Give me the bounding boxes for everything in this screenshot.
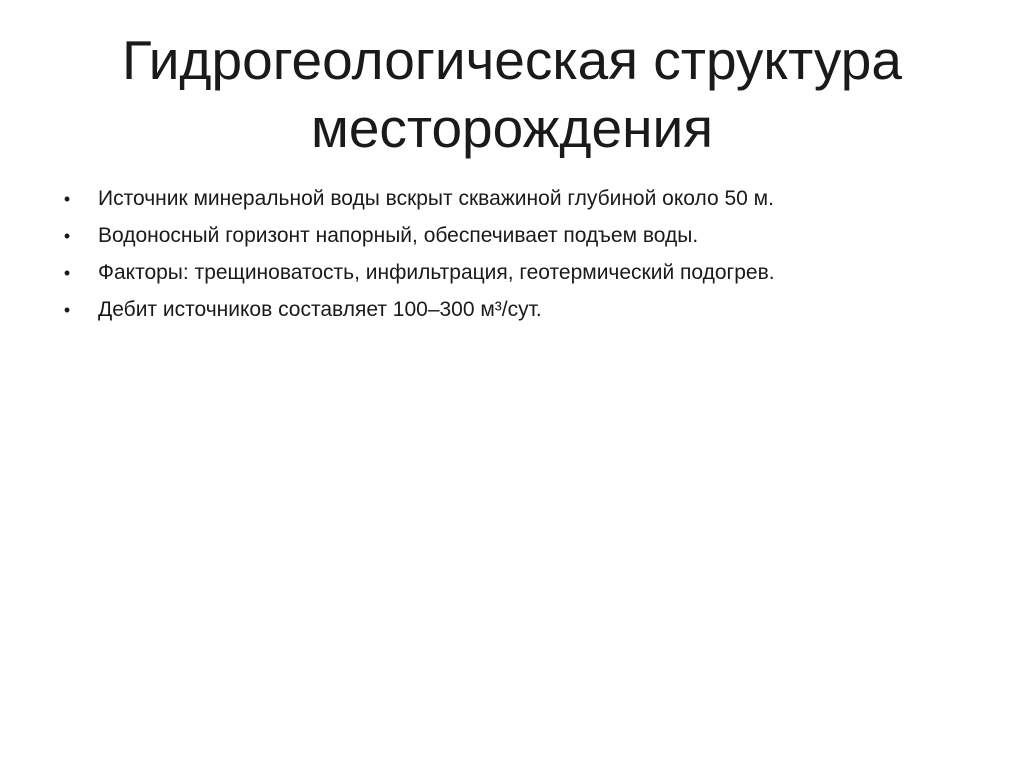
bullet-item	[56, 292, 968, 329]
bullet-text: Источник минеральной воды вскрыт скважиной глубиной около 50 м.	[98, 187, 774, 210]
bullet-text: Факторы: трещиноватость, инфильтрация, геотермический подогрев.	[98, 261, 775, 284]
bullet-icon: •	[63, 189, 71, 209]
bullet-item	[56, 255, 968, 292]
slide-title-line-1: Гидрогеологическая структура	[122, 29, 902, 91]
bullet-icon: •	[63, 226, 71, 246]
bullet-icon: •	[63, 300, 71, 320]
slide-title-line-2: месторождения	[311, 97, 713, 159]
bullet-item	[56, 218, 968, 255]
slide-title	[56, 26, 968, 162]
bullet-text: Водоносный горизонт напорный, обеспечивает подъем воды.	[98, 224, 699, 247]
bullet-text: Дебит источников составляет 100–300 м³/сут.	[98, 298, 542, 321]
bullet-list	[56, 181, 968, 329]
bullet-icon: •	[63, 263, 71, 283]
bullet-item	[56, 181, 968, 218]
